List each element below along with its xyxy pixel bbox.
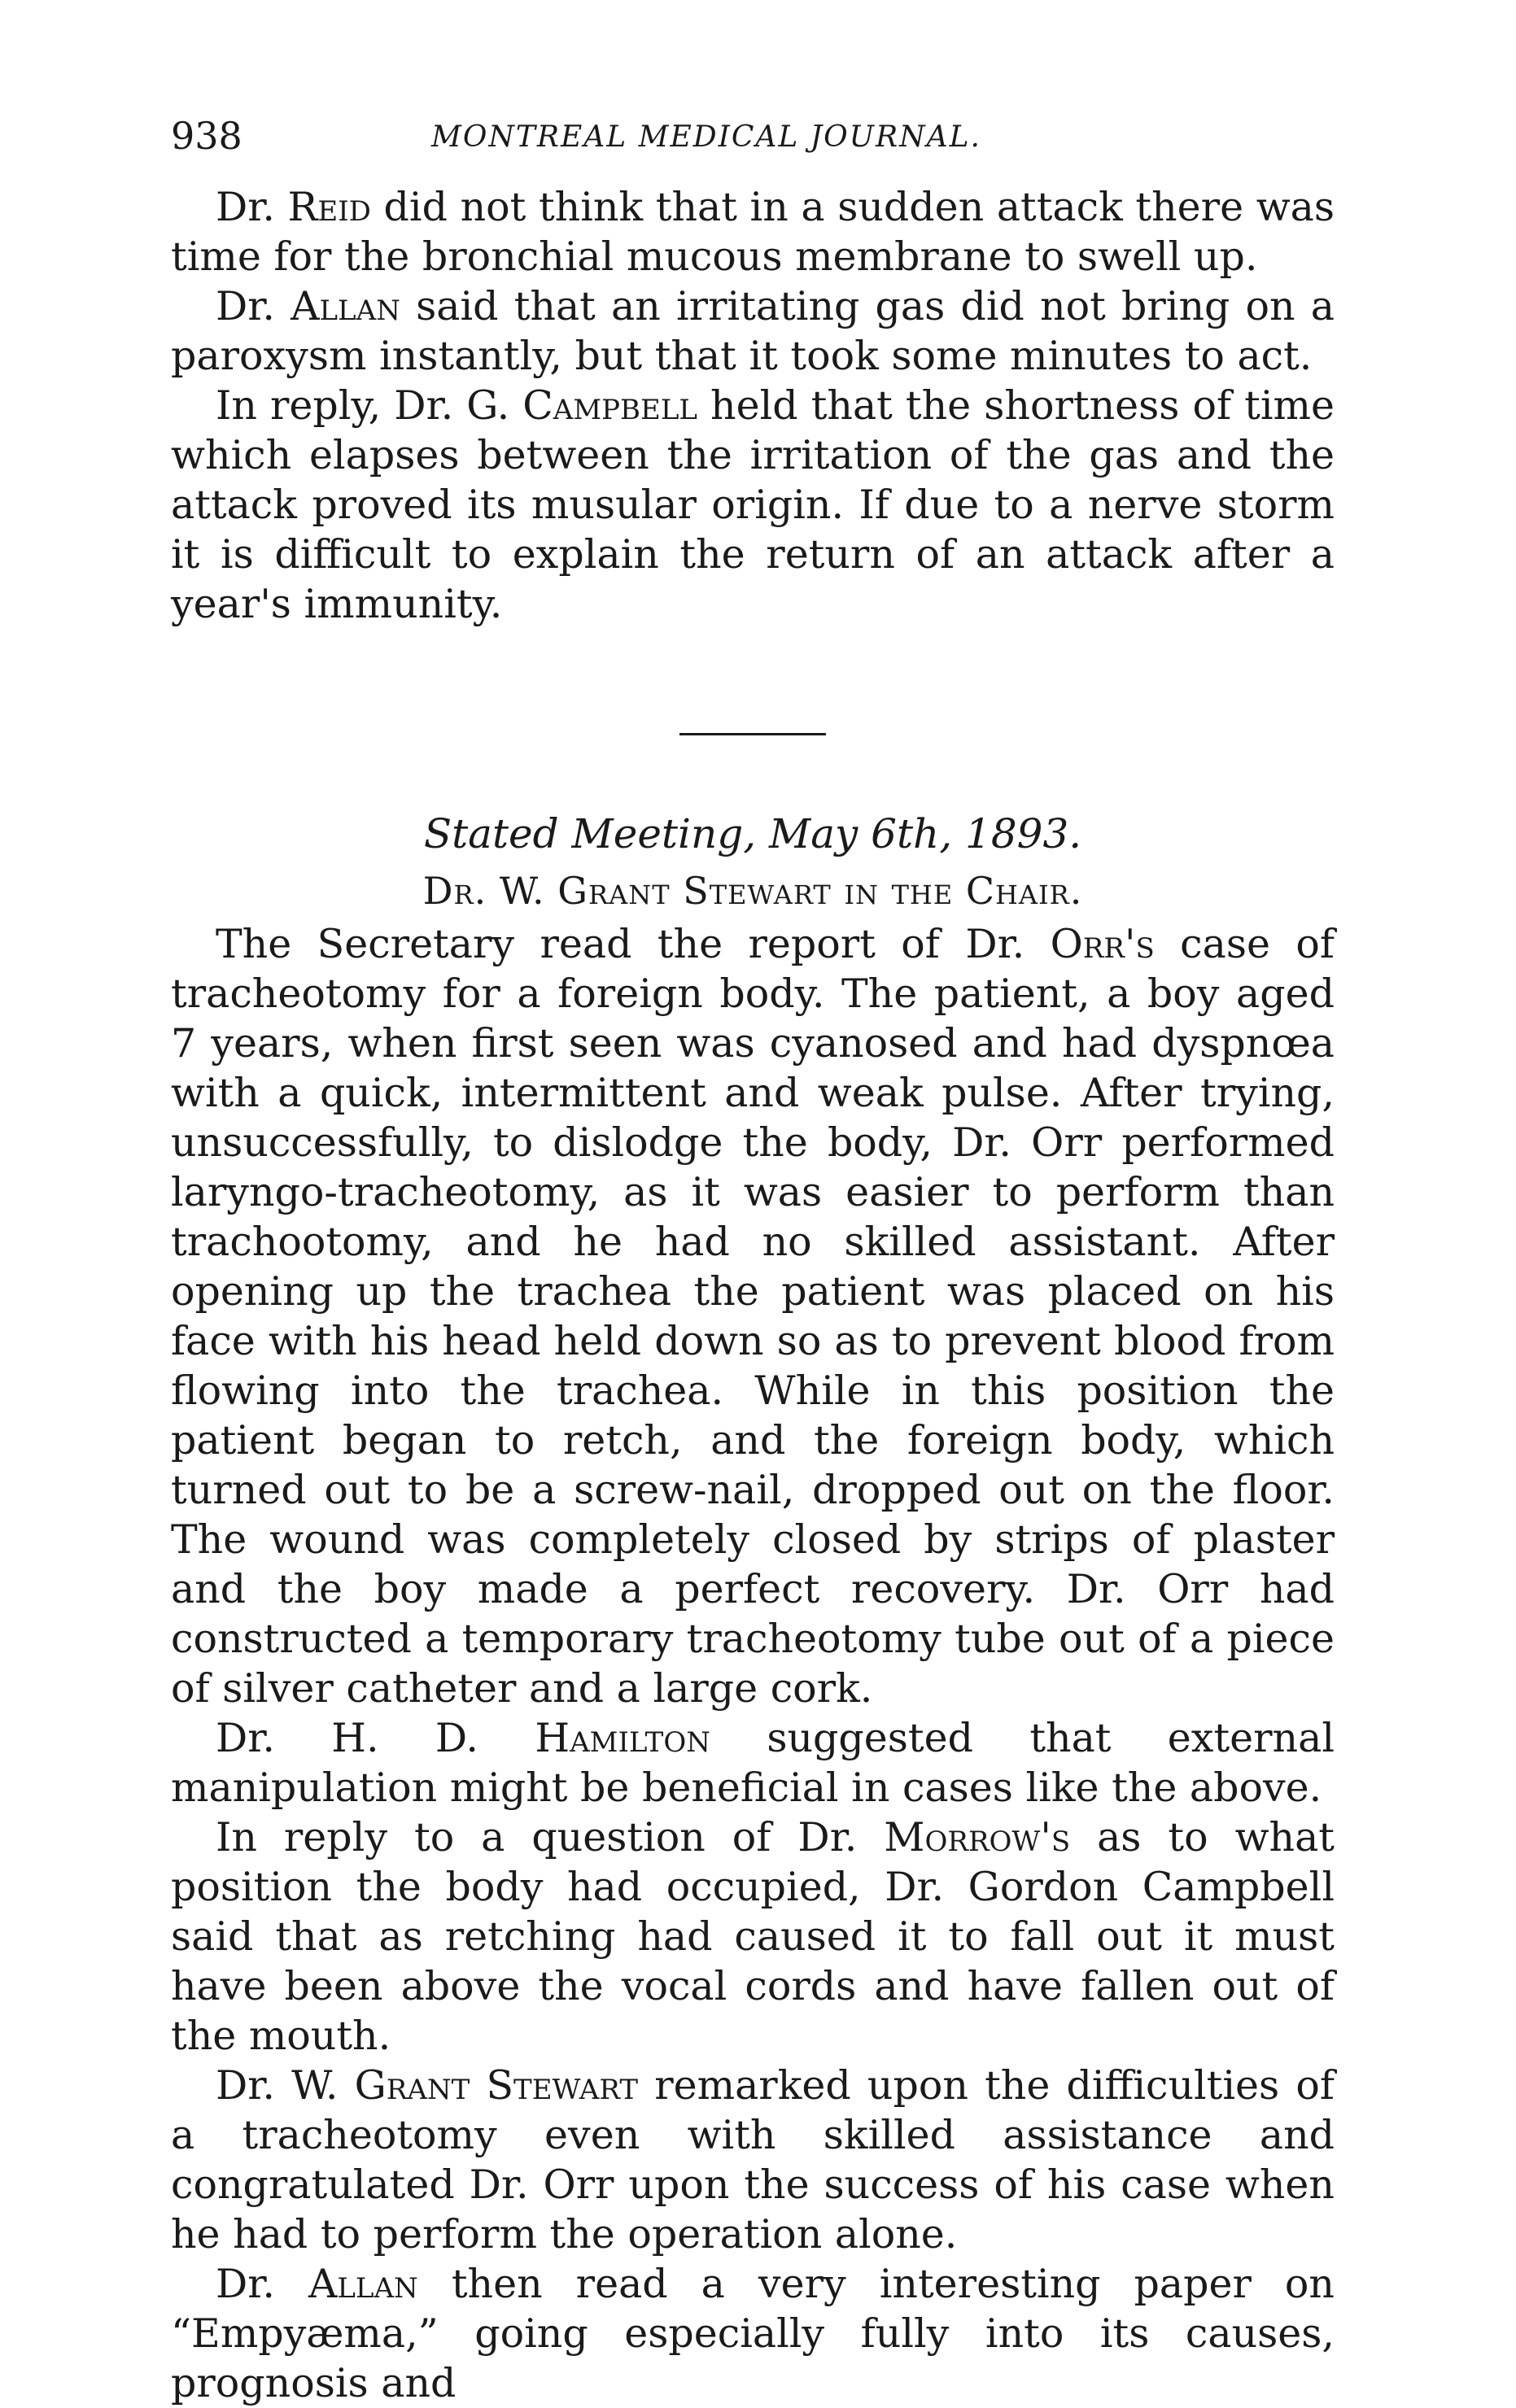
speaker-name: Orr's xyxy=(1050,921,1155,967)
speaker-name: H. D. Hamilton xyxy=(331,1715,710,1761)
paragraph-text: as to what position the body had occupied, Dr. Gordon Campbell said that as retching had caused it to fall out it must have been above the vocal cords and have fallen out of the mouth. xyxy=(171,1814,1335,2059)
paragraph-stewart: Dr. W. Grant Stewart remarked upon the difficulties of a tracheotomy even with skilled assistance and congratulated Dr. Orr upon the success of his case when he had to perform the operation alone. xyxy=(171,2062,1335,2258)
paragraph-text: then read a very interesting paper on “Empyæma,” going especially fully into its causes, prognosis and xyxy=(171,2261,1335,2406)
speaker-name: W. Grant Stewart xyxy=(291,2062,639,2109)
paragraph-text: said that an irritating gas did not bring on a paroxysm instantly, but that it took some minutes to act. xyxy=(171,283,1335,379)
meeting-title: Stated Meeting, May 6th, 1893. xyxy=(423,810,1082,857)
paragraph-text: did not think that in a sudden attack there was time for the bronchial mucous membrane to swell up. xyxy=(171,184,1335,280)
running-title: MONTREAL MEDICAL JOURNAL. xyxy=(431,120,981,154)
discussion-continued xyxy=(171,182,1335,629)
meeting-chair: Dr. W. Grant Stewart in the Chair. xyxy=(422,869,1083,913)
speaker-name: Allan xyxy=(291,283,400,329)
paragraph-reid: Dr. Reid did not think that in a sudden attack there was time for the bronchial mucous membrane to swell up. xyxy=(171,184,1335,280)
speaker-name: G. Campbell xyxy=(466,382,697,429)
paragraph-text: held that the shortness of time which elapses between the irritation of the gas and the attack proved its musular origin. If due to a nerve storm it is difficult to explain the return of an attack after a year's immunity. xyxy=(171,382,1335,627)
meeting-minutes xyxy=(171,919,1335,2408)
paragraph-morrow-question: In reply to a question of Dr. Morrow's as to what position the body had occupied, Dr. Gordon Campbell said that as retching had caused it to fall out it must have been above the vocal cords and have fallen out of the mouth. xyxy=(171,1814,1335,2059)
page-header xyxy=(171,114,1335,171)
speaker-name: Morrow's xyxy=(884,1814,1071,1861)
paragraph-text: suggested that external manipulation might be beneficial in cases like the above. xyxy=(171,1715,1335,1811)
section-divider xyxy=(679,733,826,735)
page-number: 938 xyxy=(171,114,242,158)
paragraph-text: remarked upon the difficulties of a tracheotomy even with skilled assistance and congratulated Dr. Orr upon the success of his case when he had to perform the operation alone. xyxy=(171,2062,1335,2258)
paragraph-text: case of tracheotomy for a foreign body. The patient, a boy aged 7 years, when first seen was cyanosed and had dyspnœa with a quick, intermittent and weak pulse. After trying, unsuccessfully, to dislodge the body, Dr. Orr performed laryngo-tracheotomy, as it was easier to perform than trachootomy, and he had no skilled assistant. After opening up the trachea the patient was placed on his face with his head held down so as to prevent blood from flowing into the trachea. While in this position the patient began to retch, and the foreign body, which turned out to be a screw-nail, dropped out on the floor. The wound was completely closed by strips of plaster and the boy made a perfect recovery. Dr. Orr had constructed a temporary tracheotomy tube out of a piece of silver catheter and a large cork. xyxy=(171,921,1335,1712)
paragraph-secretary-report: The Secretary read the report of Dr. Orr's case of tracheotomy for a foreign body. The patient, a boy aged 7 years, when first seen was cyanosed and had dyspnœa with a quick, intermittent and weak pulse. After trying, unsuccessfully, to dislodge the body, Dr. Orr performed laryngo-tracheotomy, as it was easier to perform than trachootomy, and he had no skilled assistant. After opening up the trachea the patient was placed on his face with his head held down so as to prevent blood from flowing into the trachea. While in this position the patient began to retch, and the foreign body, which turned out to be a screw-nail, dropped out on the floor. The wound was completely closed by strips of plaster and the boy made a perfect recovery. Dr. Orr had constructed a temporary tracheotomy tube out of a piece of silver catheter and a large cork. xyxy=(171,921,1335,1712)
speaker-name: Allan xyxy=(308,2261,418,2307)
speaker-name: Reid xyxy=(287,184,371,230)
paragraph-hamilton: Dr. H. D. Hamilton suggested that external manipulation might be beneficial in cases like the above. xyxy=(171,1715,1335,1811)
paragraph-campbell-reply: In reply, Dr. G. Campbell held that the shortness of time which elapses between the irritation of the gas and the attack proved its musular origin. If due to a nerve storm it is difficult to explain the return of an attack after a year's immunity. xyxy=(171,382,1335,627)
journal-page xyxy=(171,114,1335,2408)
paragraph-allan: Dr. Allan said that an irritating gas did not bring on a paroxysm instantly, but that it took some minutes to act. xyxy=(171,283,1335,379)
paragraph-allan-paper: Dr. Allan then read a very interesting paper on “Empyæma,” going especially fully into its causes, prognosis and xyxy=(171,2261,1335,2406)
